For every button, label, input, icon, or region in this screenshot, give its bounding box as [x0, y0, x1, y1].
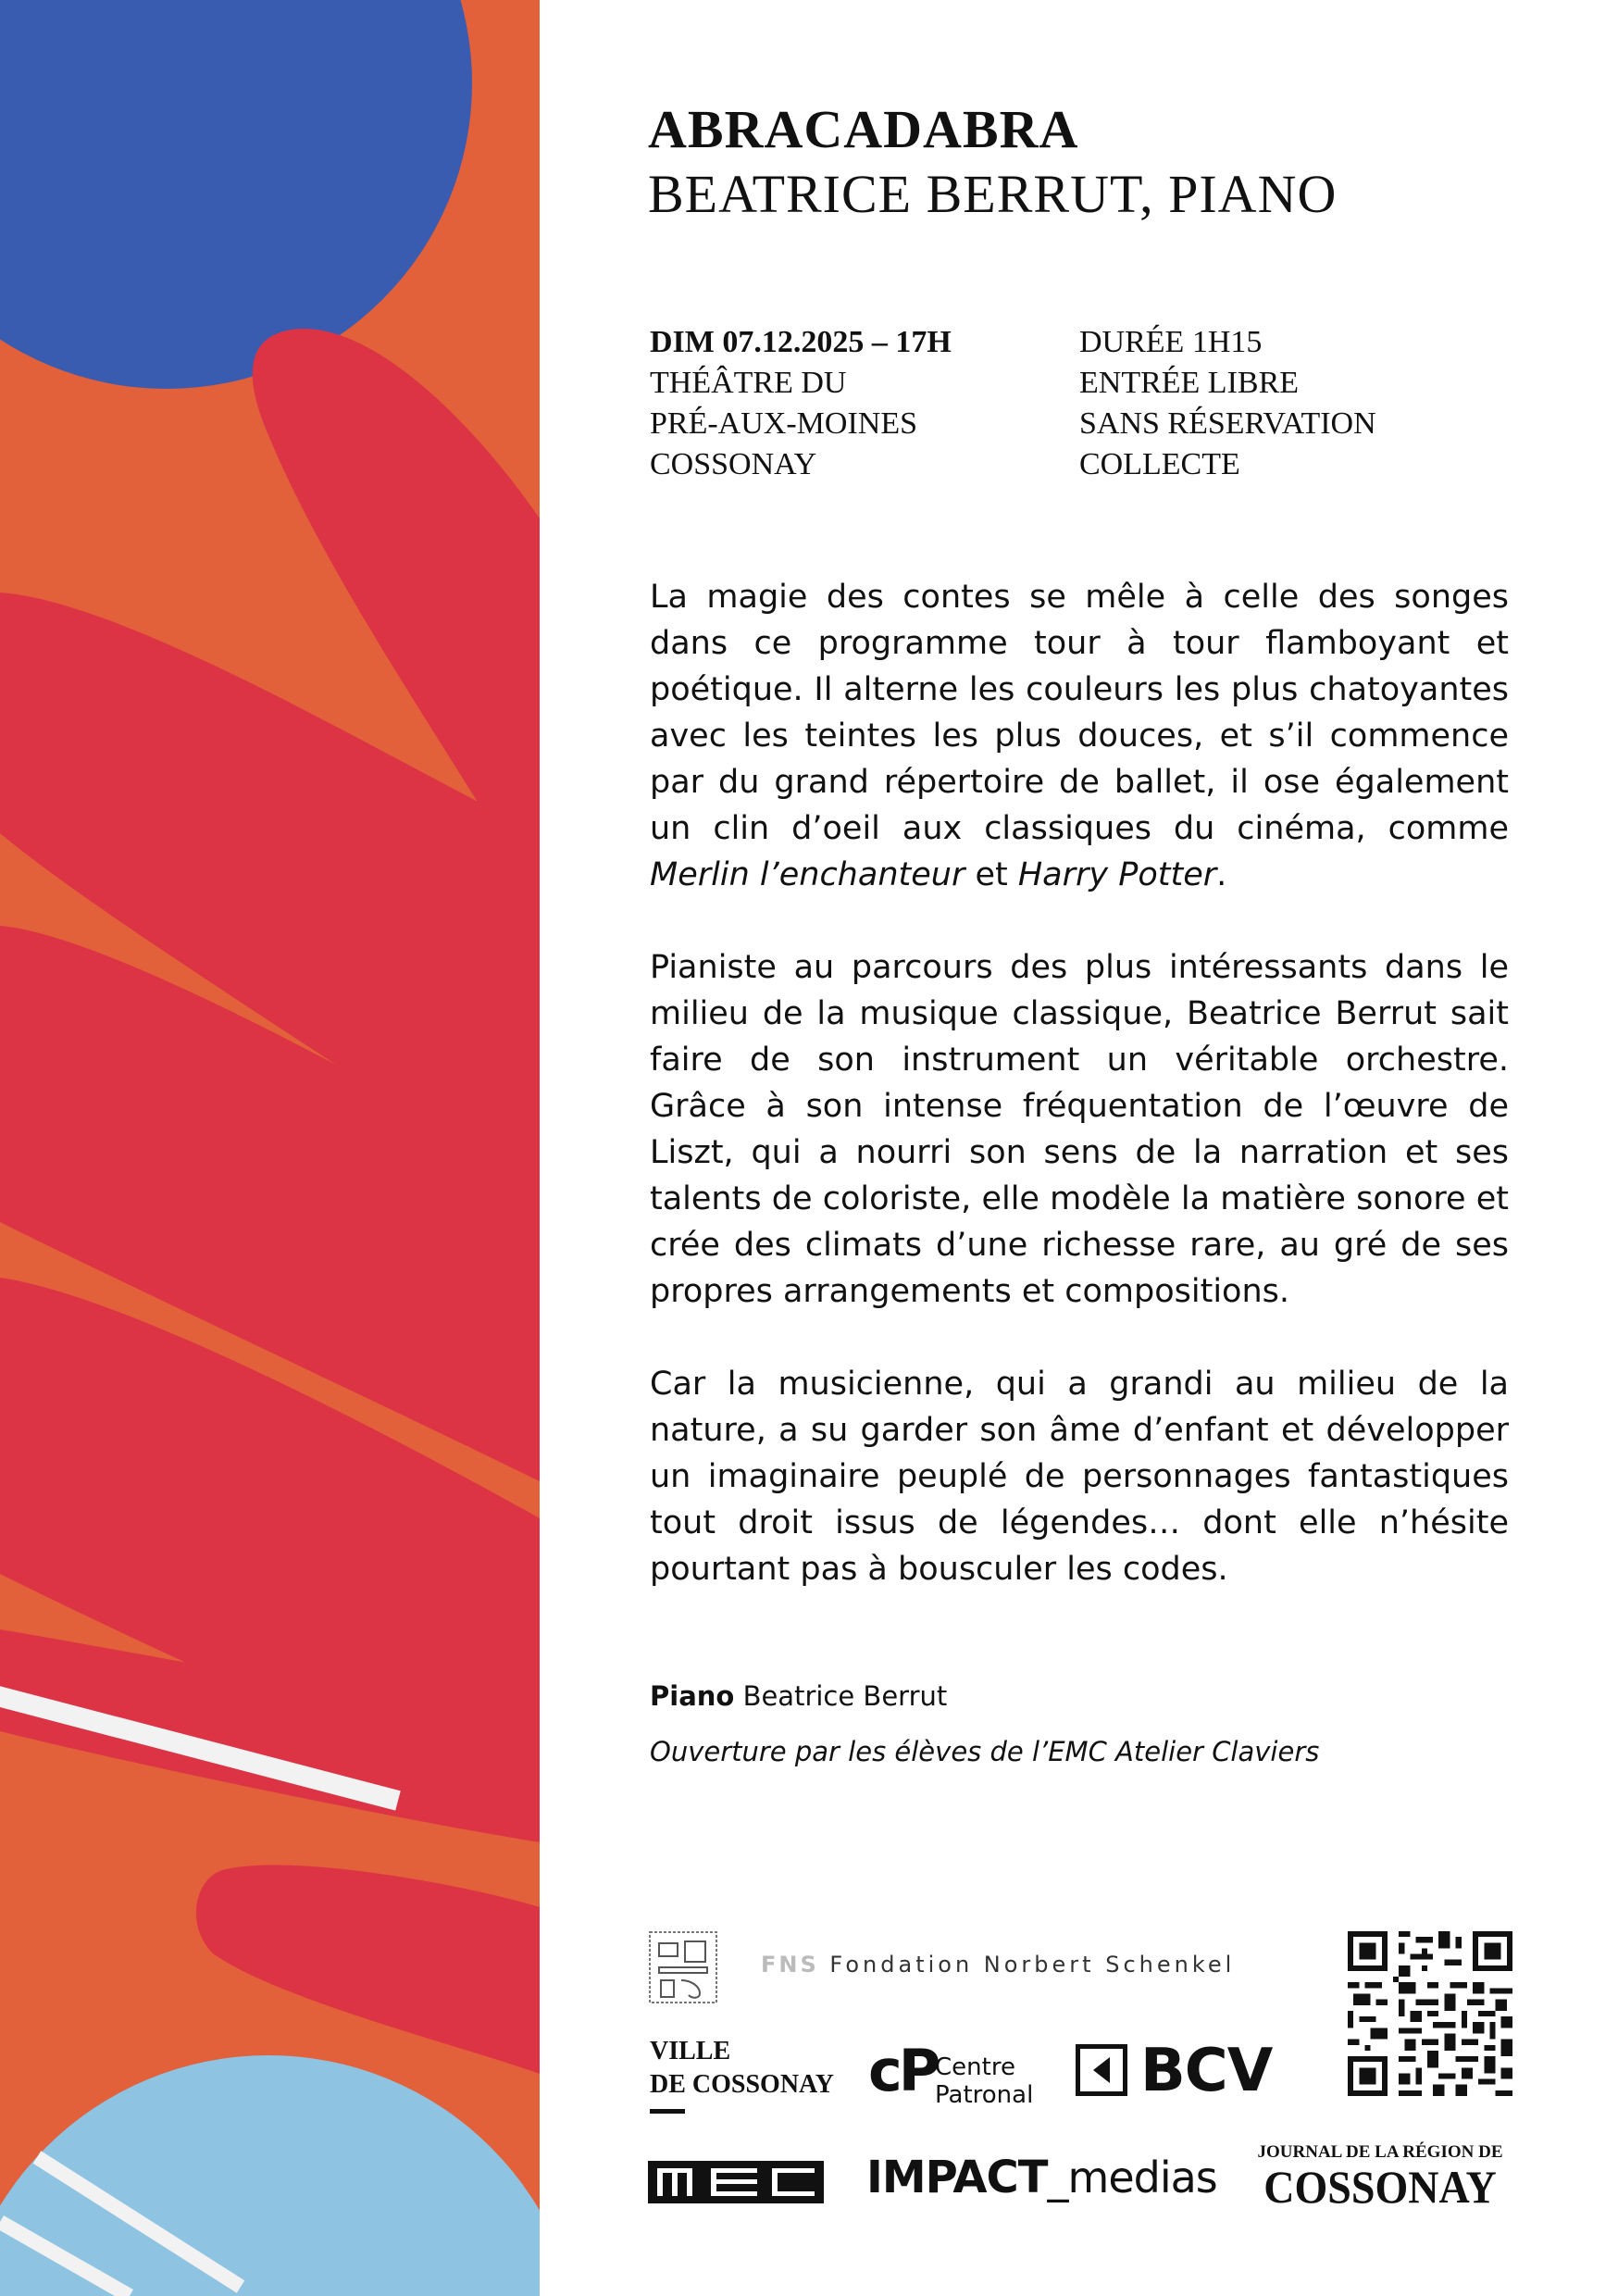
mbc-logo: [648, 2161, 824, 2203]
centre-patronal-logo: [868, 2035, 1035, 2109]
paragraph-text: et: [965, 856, 1018, 893]
bcv-logo: [1076, 2037, 1273, 2105]
paragraph-text: La magie des contes se mêle à celle des songes dans ce programme tour à tour flamboyant et poétique. Il alterne les couleurs les plus chatoyantes avec les teintes les plus douces, et s’il commence par du grand répertoire de ballet, il ose également un clin d’oeil aux classiques du cinéma, comme: [650, 579, 1509, 847]
credit-role: Piano: [650, 1680, 735, 1712]
impact-light: _medias: [1047, 2152, 1217, 2202]
decorative-artwork: [0, 0, 540, 2296]
fns-emblem-icon: [648, 1930, 718, 2004]
description-paragraph-3: Car la musicienne, qui a grandi au milieu de la nature, a su garder son âme d’enfant et développer un imaginaire peuplé de personnages fantastiques tout droit issus de légendes… dont elle n’hésite pourtant pas à bousculer les codes.: [650, 1366, 1509, 1588]
overture-credit: Ouverture par les élèves de l’EMC Atelier Claviers: [650, 1736, 1320, 1767]
page-title: ABRACADABRA: [648, 99, 1079, 159]
description-paragraph-1: [650, 574, 1509, 898]
cp-line2: Patronal: [935, 2081, 1034, 2109]
journal-small: JOURNAL DE LA RÉGION DE: [1257, 2142, 1503, 2162]
event-duration: DURÉE 1H15: [1079, 325, 1263, 359]
bcv-icon: [1076, 2044, 1127, 2096]
qr-code-icon[interactable]: [1348, 1931, 1512, 2096]
impact-medias-logo: [866, 2152, 1217, 2203]
event-entry: ENTRÉE LIBRE: [1079, 366, 1300, 400]
cp-mark: cP: [868, 2037, 938, 2104]
event-city: COSSONAY: [650, 447, 817, 481]
event-venue-line1: THÉÂTRE DU: [650, 366, 847, 400]
film-title-harry-potter: Harry Potter: [1017, 856, 1217, 893]
cp-line1: Centre: [935, 2053, 1015, 2081]
ville-underline: [650, 2109, 685, 2114]
bcv-text: BCV: [1140, 2037, 1273, 2105]
journal-big: COSSONAY: [1263, 2161, 1497, 2213]
journal-cossonay-logo: [1251, 2142, 1509, 2211]
ville-de-cossonay-logo: [650, 2035, 834, 2114]
impact-bold: IMPACT: [866, 2152, 1048, 2203]
cp-text: [935, 2053, 1033, 2109]
description-paragraph-2: Pianiste au parcours des plus intéressants dans le milieu de la musique classique, Beatrice Berrut sait faire de son instrument un véritable orchestre. Grâce à son intense fréquentation de l’œuvre de Liszt, qui a nourri son sens de la narration et ses talents de coloriste, elle modèle la matière sonore et crée des climats d’une richesse rare, au gré de ses propres arrangements et compositions.: [650, 949, 1509, 1310]
event-info-left: [650, 322, 952, 485]
ville-line1: VILLE: [650, 2037, 731, 2065]
event-date: DIM 07.12.2025 – 17H: [650, 325, 952, 359]
fns-name: Fondation Norbert Schenkel: [829, 1952, 1236, 1978]
fns-abbreviation: FNS: [761, 1952, 819, 1978]
event-venue-line2: PRÉ-AUX-MOINES: [650, 406, 917, 441]
ville-line2: DE COSSONAY: [650, 2070, 834, 2099]
page-subtitle: BEATRICE BERRUT, PIANO: [648, 164, 1338, 224]
performer-credit: [650, 1678, 947, 1715]
credit-performer: Beatrice Berrut: [742, 1680, 948, 1712]
paragraph-text: .: [1216, 856, 1227, 893]
event-info-right: [1079, 322, 1376, 485]
fns-logo: [761, 1952, 1235, 1978]
event-collection: COLLECTE: [1079, 447, 1240, 481]
event-reservation: SANS RÉSERVATION: [1079, 406, 1376, 441]
film-title-merlin: Merlin l’enchanteur: [650, 856, 965, 893]
